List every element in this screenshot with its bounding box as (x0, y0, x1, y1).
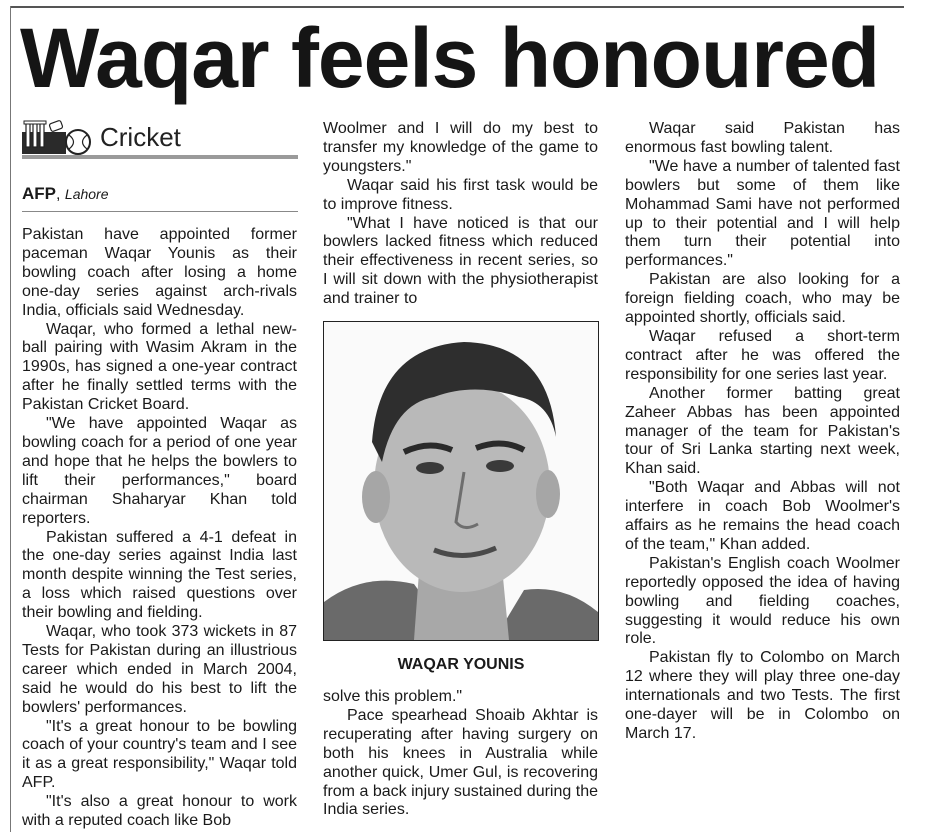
portrait-illustration (324, 322, 598, 640)
portrait-photo (323, 321, 599, 641)
paragraph: Pakistan are also looking for a foreign fielding coach, who may be appointed shortly, officials said. (625, 271, 900, 327)
paragraph: Pakistan have appointed former paceman Waqar Younis as their bowling coach after losing a home one-day series against arch-rivals India, officials said Wednesday. (22, 226, 297, 319)
paragraph: Waqar, who took 373 wickets in 87 Tests for Pakistan during an illustrious career which ended in March 2004, said he would do his best to lift the bowlers' performances. (22, 623, 297, 716)
byline-place: Lahore (64, 186, 109, 202)
paragraph: Pakistan suffered a 4-1 defeat in the one-day series against India last month despite winning the Test series, a loss which raised questions over their bowling and fielding. (22, 528, 297, 622)
paragraph: solve this problem." (323, 688, 463, 705)
article-column-3 (625, 120, 900, 744)
byline (22, 184, 109, 205)
paragraph: Waqar said Pakistan has enormous fast bowling talent. (625, 120, 900, 156)
article-column-2-top (323, 120, 598, 309)
paragraph: "We have appointed Waqar as bowling coach for a period of one year and hope that he helps the bowlers to lift their performances," board chairman Shaharyar Khan told reporters. (22, 415, 297, 527)
byline-agency: AFP (22, 184, 56, 203)
section-underline (22, 155, 298, 159)
headline: Waqar feels honoured (20, 11, 880, 105)
top-rule (10, 6, 904, 8)
paragraph: Waqar said his first task would be to improve fitness. (323, 176, 598, 213)
article-column-2-bottom (323, 688, 598, 820)
byline-separator: , (56, 186, 61, 203)
paragraph: Waqar, who formed a lethal new-ball pairing with Wasim Akram in the 1990s, has signed a one-year contract after he finally settled terms with the Pakistan Cricket Board. (22, 320, 297, 414)
paragraph: Pakistan's English coach Woolmer reportedly opposed the idea of having bowling and fielding coaches, suggesting it would reduce his own role. (625, 554, 900, 648)
paragraph: "We have a number of talented fast bowlers but some of them like Mohammad Sami have not performed up to their potential and I will help them turn their potential into performances." (625, 157, 900, 270)
cricket-equipment-icon (22, 120, 94, 156)
paragraph: Waqar refused a short-term contract after he was offered the responsibility for one series last year. (625, 327, 900, 383)
paragraph: "What I have noticed is that our bowlers lacked fitness which reduced their effectiveness in recent series, so I will sit down with the physiotherapist and trainer to (323, 214, 598, 308)
paragraph: Another former batting great Zaheer Abbas has been appointed manager of the team for Pakistan's tour of Sri Lanka starting next week, Khan said. (625, 384, 900, 478)
paragraph: "It's a great honour to be bowling coach of your country's team and I see it as a great responsibility," Waqar told AFP. (22, 717, 297, 792)
byline-rule (22, 211, 298, 212)
paragraph: Pace spearhead Shoaib Akhtar is recuperating after having surgery on both his knees in Australia while another quick, Umer Gul, is recovering from a back injury sustained during the India series. (323, 706, 598, 819)
paragraph: Woolmer and I will do my best to transfer my knowledge of the game to youngsters." (323, 120, 598, 175)
article-column-1 (22, 226, 297, 831)
paragraph: "Both Waqar and Abbas will not interfere in coach Bob Woolmer's affairs as he remains the head coach of the team," Khan added. (625, 479, 900, 553)
section-label: Cricket (100, 122, 181, 152)
photo-caption: WAQAR YOUNIS (397, 656, 525, 673)
paragraph: Pakistan fly to Colombo on March 12 where they will play three one-day internationals and two Tests. The first one-dayer will be in Colombo on March 17. (625, 649, 900, 742)
section-logo (22, 118, 298, 158)
paragraph: "It's also a great honour to work with a reputed coach like Bob (22, 793, 297, 830)
left-column-rule (10, 6, 11, 832)
